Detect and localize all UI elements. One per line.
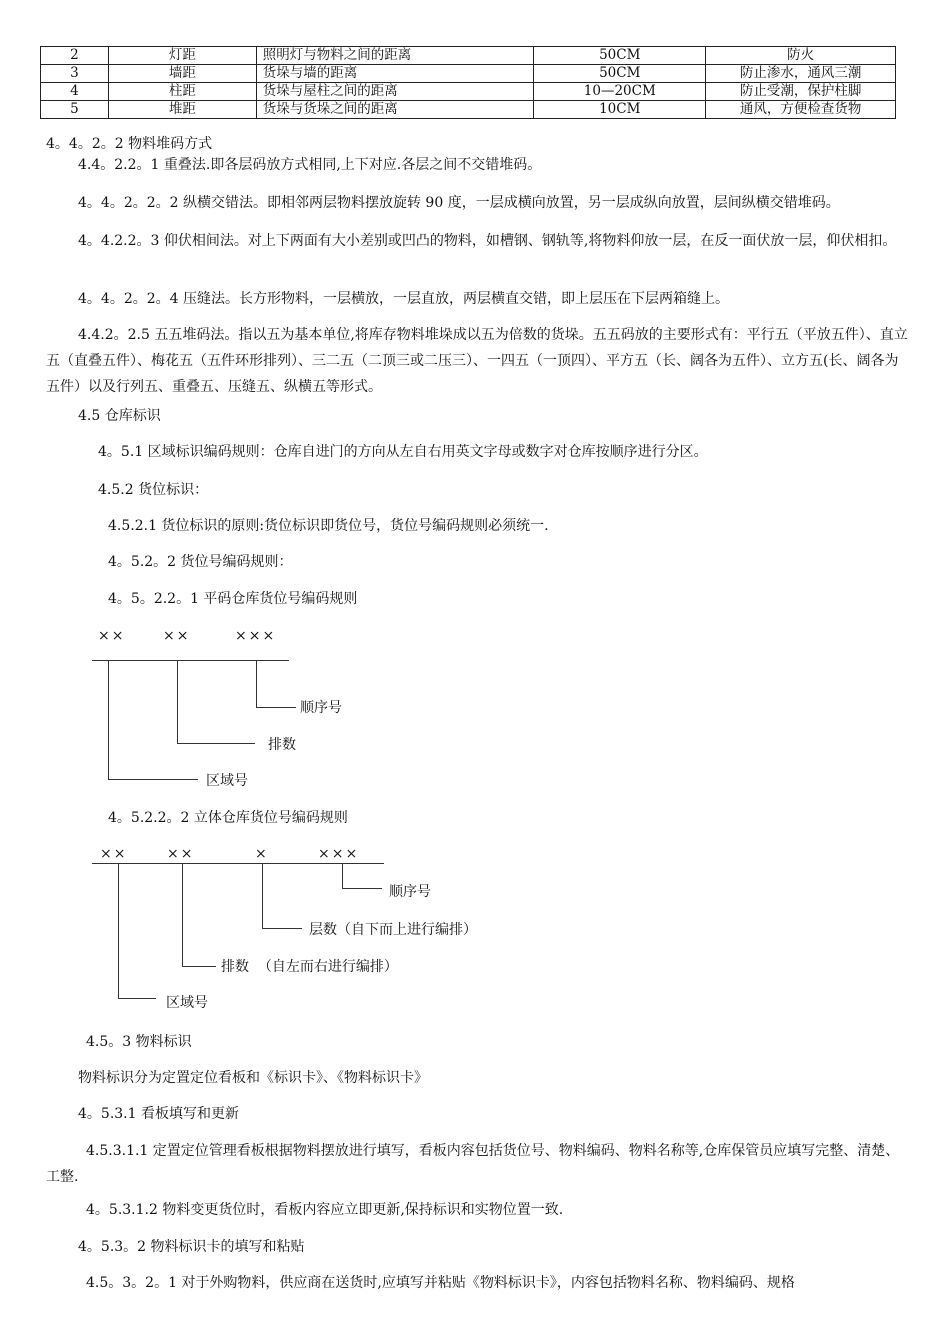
para-4422-5: 4.4.2。2.5 五五堆码法。指以五为基本单位,将库存物料堆垛成以五为倍数的货垛。五五码放的主要形式有：平行五（平放五件）、直立五（直叠五件）、梅花五（五件环形排列）、三二五（二顶三或二压三）、一四五（一顶四）、平方五（长、阔各为五件）、立方五(长、阔各为五件）以及行列五、重叠五、压缝五、纵横五等形式。 [46,327,908,395]
row-distance: 50CM [534,47,706,65]
label-seq: 顺序号 [300,700,342,716]
connector-line [118,998,156,999]
connector-line [342,863,343,889]
table-row [41,47,896,65]
heading-4422: 4。4。2。2 物料堆码方式 [46,136,213,152]
label-area: 区域号 [206,773,248,789]
label-area: 区域号 [166,995,208,1011]
spacing-table [40,46,896,119]
row-distance: 10—20CM [534,83,706,101]
row-name: 柱距 [108,83,256,101]
row-description: 货垛与墙的距离 [256,65,534,83]
row-purpose: 防火 [706,47,896,65]
code-area: ×× [100,846,128,862]
row-purpose: 防止受潮，保护柱脚 [706,83,896,101]
heading-4531: 4。5.3.1 看板填写和更新 [78,1106,239,1122]
para-453: 物料标识分为定置定位看板和《标识卡》、《物料标识卡》 [78,1070,428,1086]
heading-452: 4.5.2 货位标识： [98,482,209,498]
code-row: ×× [163,628,191,644]
row-purpose: 防止渗水，通风三潮 [706,65,896,83]
connector-line [256,660,257,708]
connector-line [342,888,382,889]
code-area: ×× [98,628,126,644]
row-purpose: 通风，方便检查货物 [706,101,896,119]
row-name: 灯距 [108,47,256,65]
connector-line [182,863,183,967]
para-4422-3: 4。4.2.2。3 仰伏相间法。对上下两面有大小差别或凹凸的物料，如槽钢、钢轨等,将物料仰放一层，在反一面伏放一层，仰伏相扣。 [78,233,897,249]
connector-line [262,863,263,929]
row-name: 墙距 [108,65,256,83]
para-451: 4。5.1 区域标识编码规则：仓库自进门的方向从左自右用英文字母或数字对仓库按顺序进行分区。 [98,444,708,460]
connector-line [118,863,119,999]
heading-453: 4.5。3 物料标识 [86,1034,192,1050]
label-seq: 顺序号 [389,884,431,900]
connector-line [108,779,198,780]
row-distance: 10CM [534,101,706,119]
row-description: 照明灯与物料之间的距离 [256,47,534,65]
row-distance: 50CM [534,65,706,83]
code-level: × [255,846,267,862]
row-number: 4 [41,83,109,101]
para-4422-4: 4。4。2。2。4 压缝法。长方形物料，一层横放，一层直放，两层横直交错，即上层压在下层两箱缝上。 [78,291,729,307]
para-4422-1: 4.4。2.2。1 重叠法.即各层码放方式相同,上下对应.各层之间不交错堆码。 [78,157,542,173]
heading-45: 4.5 仓库标识 [78,408,161,424]
para-45312: 4。5.3.1.2 物料变更货位时，看板内容应立即更新,保持标识和实物位置一致. [86,1202,564,1218]
table-row [41,83,896,101]
para-4422-2: 4。4。2。2。2 纵横交错法。即相邻两层物料摆放旋转 90 度，一层成横向放置，另一层成纵向放置，层间纵横交错堆码。 [78,195,840,211]
connector-line [182,966,216,967]
row-number: 3 [41,65,109,83]
para-4521: 4.5.2.1 货位标识的原则:货位标识即货位号，货位号编码规则必须统一. [108,518,549,534]
row-number: 5 [41,101,109,119]
row-description: 货垛与屋柱之间的距离 [256,83,534,101]
underline [92,863,384,864]
connector-line [262,928,302,929]
row-description: 货垛与货垛之间的距离 [256,101,534,119]
para-45222: 4。5.2.2。2 立体仓库货位号编码规则 [108,810,348,826]
label-row: 排数 （自左而右进行编排） [221,959,398,975]
para-45221: 4。5。2.2。1 平码仓库货位号编码规则 [108,591,358,607]
row-number: 2 [41,47,109,65]
heading-4532: 4。5.3。2 物料标识卡的填写和粘贴 [78,1239,305,1255]
para-45321: 4.5。3。2。1 对于外购物料，供应商在送货时,应填写并粘贴《物料标识卡》，内容包括物料名称、物料编码、规格 [86,1275,795,1291]
code-seq: ××× [318,846,360,862]
label-row: 排数 [268,737,296,753]
code-row: ×× [167,846,195,862]
connector-line [108,660,109,780]
table-row [41,101,896,119]
connector-line [256,707,296,708]
underline [92,660,289,661]
label-level: 层数（自下而上进行编排） [309,922,477,938]
para-4522: 4。5.2。2 货位号编码规则： [108,554,293,570]
para-45311: 4.5.3.1.1 定置定位管理看板根据物料摆放进行填写，看板内容包括货位号、物料编码、物料名称等,仓库保管员应填写完整、清楚、工整. [46,1143,900,1185]
row-name: 堆距 [108,101,256,119]
table-row [41,65,896,83]
connector-line [177,660,178,744]
code-seq: ××× [235,628,277,644]
connector-line [177,743,255,744]
